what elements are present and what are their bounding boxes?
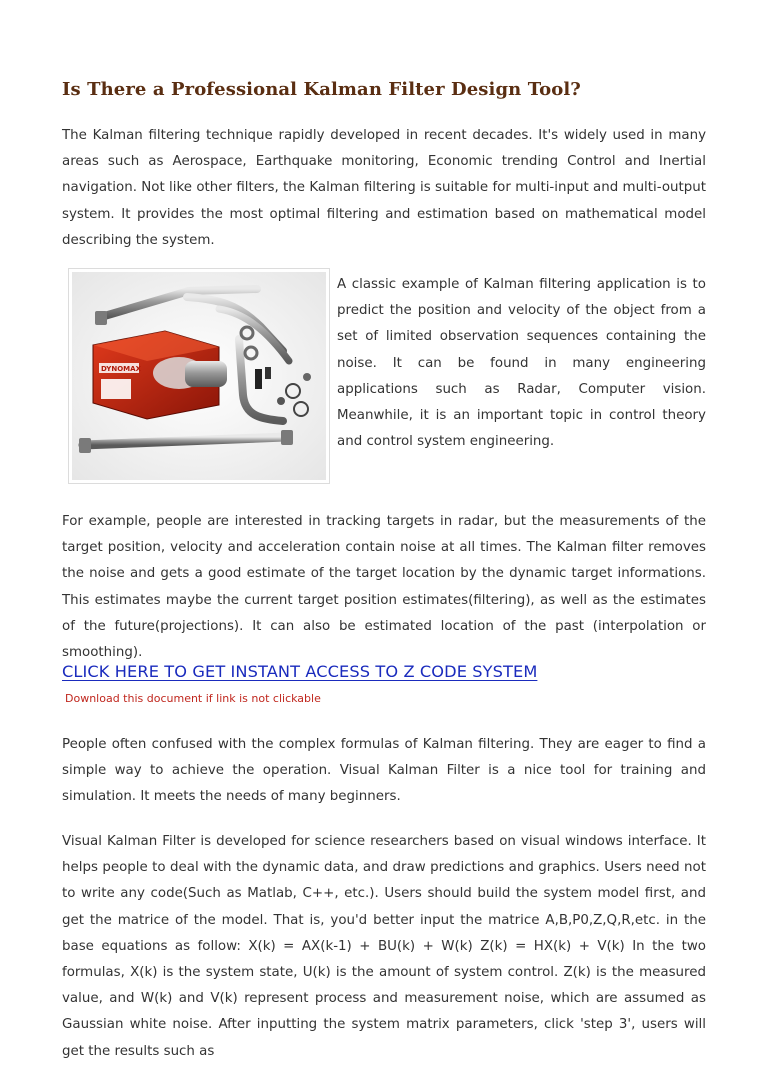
box-brand-label: DYNOMAX (101, 365, 141, 373)
instant-access-link[interactable]: CLICK HERE TO GET INSTANT ACCESS TO Z CODE SYSTEM (62, 662, 538, 681)
download-note-link[interactable]: Download this document if link is not clickable (65, 692, 321, 705)
visual-tool-paragraph: Visual Kalman Filter is developed for science researchers based on visual windows interface. It helps people to deal with the dynamic data, and draw predictions and graphics. Users need not to write any code(Such as Matlab, C++, etc.). Users should build the system model first, and get the matrice of the model. That is, you'd better input the matrice A,B,P0,Z,Q,R,etc. in the base equations as follow: X(k) = AX(k-1) + BU(k) + W(k) Z(k) = HX(k) + V(k) In the two formulas, X(k) is the system state, U(k) is the amount of system control. Z(k) is the measured value, and W(k) and V(k) represent process and measurement noise, which are assumed as Gaussian white noise. After inputting the system matrix parameters, click 'step 3', users will get the results such as (62, 834, 706, 1059)
page-title: Is There a Professional Kalman Filter Design Tool? (62, 79, 581, 100)
exhaust-pipe-kit-photo-icon (69, 269, 329, 483)
exhaust-kit-figure (68, 268, 330, 484)
intro-paragraph: The Kalman filtering technique rapidly developed in recent decades. It's widely used in many areas such as Aerospace, Earthquake monitoring, Economic trending Control and Inertial navigation. Not like other filters, the Kalman filtering is suitable for multi-input and multi-output system. It provides the most optimal filtering and estimation based on mathematical model describing the system. (62, 128, 706, 248)
radar-example-paragraph: For example, people are interested in tracking targets in radar, but the measurements of the target position, velocity and acceleration contain noise at all times. The Kalman filter removes the noise and gets a good estimate of the target location by the dynamic target informations. This estimates maybe the current target position estimates(filtering), as well as the estimates of the future(projections). It can also be estimated location of the past (interpolation or smoothing). (62, 514, 706, 661)
confusion-paragraph: People often confused with the complex formulas of Kalman filtering. They are eager to find a simple way to achieve the operation. Visual Kalman Filter is a nice tool for training and simulation. It meets the needs of many beginners. (62, 737, 706, 805)
classic-example-paragraph: A classic example of Kalman filtering application is to predict the position and velocity of the object from a set of limited observation sequences containing the noise. It can be found in many engineering applications such as Radar, Computer vision. Meanwhile, it is an important topic in control theory and control system engineering. (337, 277, 706, 450)
